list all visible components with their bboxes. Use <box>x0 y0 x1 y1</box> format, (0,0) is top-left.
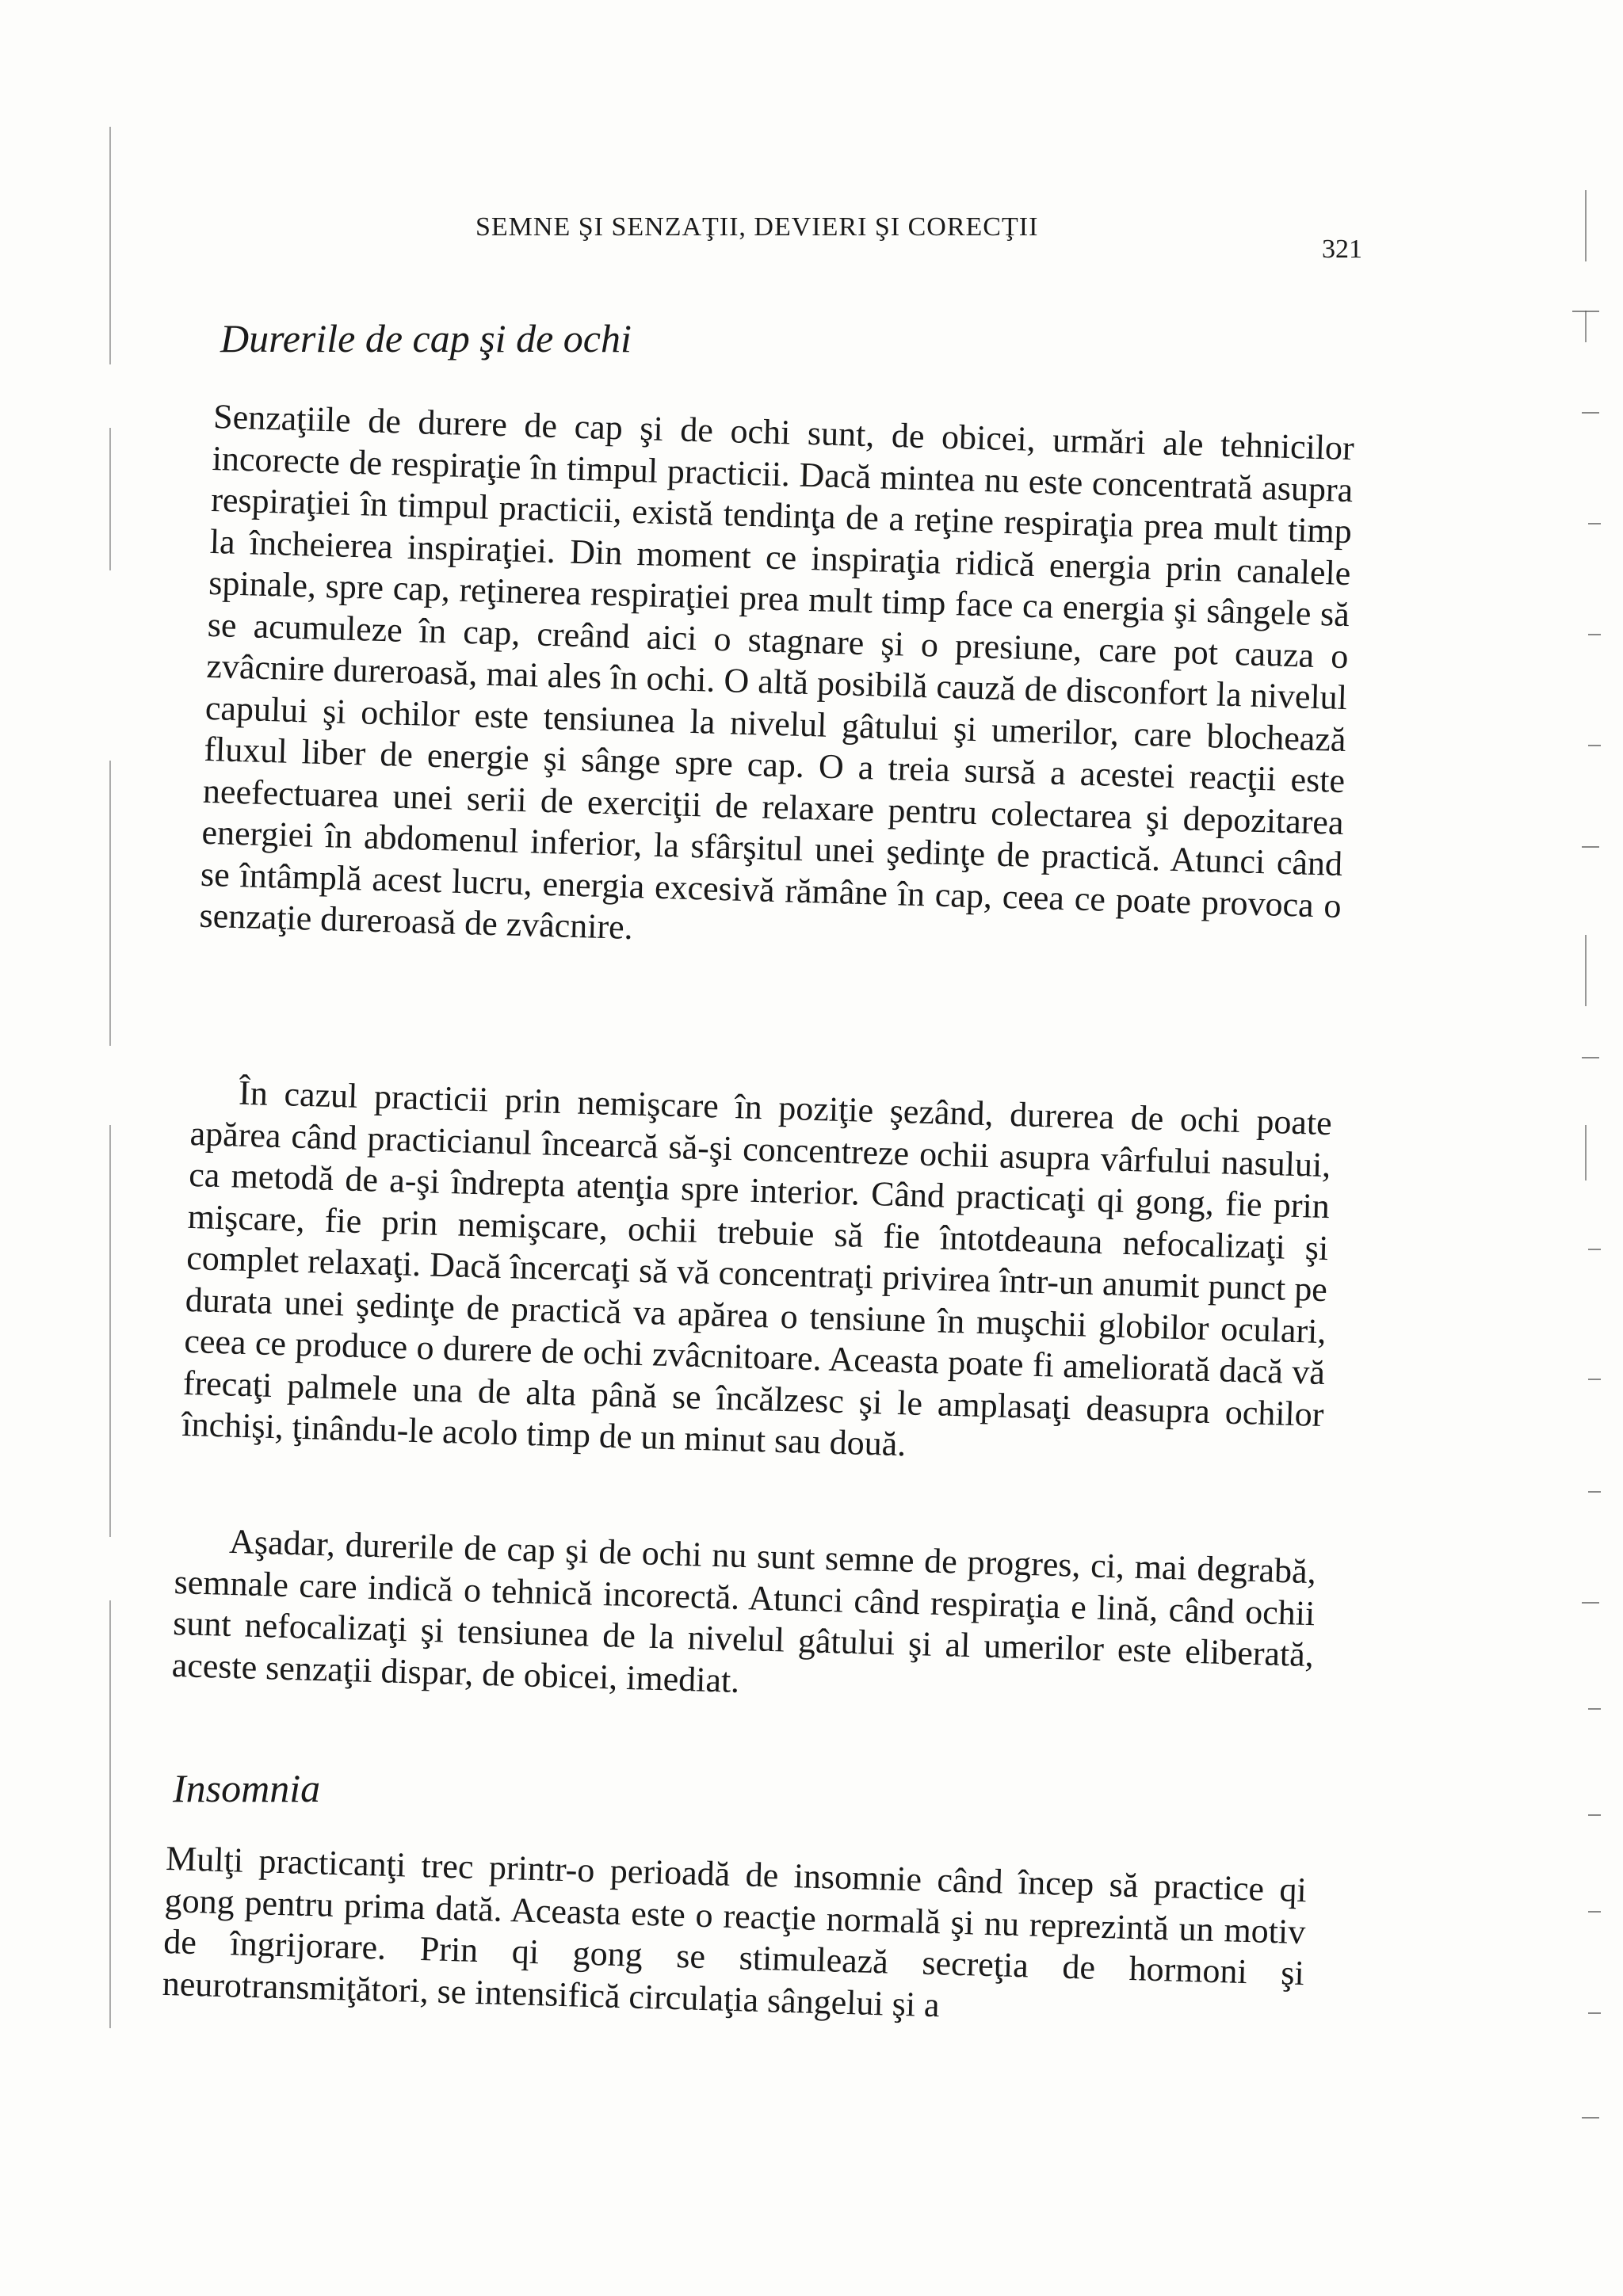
body-paragraph: Senzaţiile de durere de cap şi de ochi sunt, de obicei, urmări ale tehnicilor incorecte de respiraţie în timpul practicii. Dacă mintea nu este concentrată asupra respiraţiei în timpul practicii, există tendinţa de a reţine respiraţia prea mult timp la încheierea inspiraţiei. Din moment ce inspiraţia ridică energia prin canalele spinale, spre cap, reţinerea respiraţiei prea mult timp face ca energia şi sângele să se acumuleze în cap, creând aici o stagnare şi o presiune, care pot cauza o zvâcnire dureroasă, mai ales în ochi. O altă posibilă cauză de disconfort la nivelul capului şi ochilor este tensiunea la nivelul gâtului şi umerilor, care blochează fluxul liber de energie şi sânge spre cap. O a treia sursă a acestei reacţii este neefectuarea unei serii de exerciţii de relaxare pentru colectarea şi depozitarea energiei în abdomenul inferior, la sfârşitul unei şedinţe de practică. Atunci când se întâmplă acest lucru, energia excesivă rămâne în cap, ceea ce poate provoca o senzaţie dureroasă de zvâcnire. <box>199 396 1355 948</box>
scan-edge-mark <box>1588 523 1601 524</box>
scan-margin-line <box>109 428 111 570</box>
section-heading: Insomnia <box>173 1766 321 1810</box>
body-paragraph: Mulţi practicanţi trec printr-o perioadă de insomnie când încep să practice qi gong pentru prima dată. Aceasta este o reacţie normală şi nu reprezintă un motiv de îngrijorare. Prin qi gong se stimulează secreţia de hormoni şi neurotransmiţători, se intensifică circulaţia sângelui şi a <box>162 1838 1308 2024</box>
scan-edge-mark <box>1585 311 1587 342</box>
scan-edge-mark <box>1588 1491 1601 1493</box>
scan-edge-mark <box>1588 1814 1601 1816</box>
scan-edge-mark <box>1588 634 1601 635</box>
scan-edge-mark <box>1588 1249 1601 1250</box>
scan-edge-mark <box>1588 1708 1601 1710</box>
section-heading: Durerile de cap şi de ochi <box>220 316 632 360</box>
body-paragraph: În cazul practicii prin nemişcare în poziţie şezând, durerea de ochi poate apărea când practicianul încearcă să-şi concentreze ochii asupra vârfului nasului, ca metodă de a-şi îndrepta atenţia spre interior. Când practicaţi qi gong, fie prin mişcare, fie prin nemişcare, ochii trebuie să fie întotdeauna nefocalizaţi şi complet relaxaţi. Dacă încercaţi să vă concentraţi privirea într-un anumit punct pe durata unei şedinţe de practică va apărea o tensiune în muşchii globilor oculari, ceea ce produce o durere de ochi zvâcnitoare. Aceasta poate fi ameliorată dacă vă frecaţi palmele una de alta până se încălzesc şi le amplasaţi deasupra ochilor închişi, ţinându-le acolo timp de un minut sau două. <box>181 1073 1333 1464</box>
scan-edge-mark <box>1582 1057 1599 1058</box>
scan-edge-mark <box>1588 1911 1601 1913</box>
running-head: SEMNE ŞI SENZAŢII, DEVIERI ŞI CORECŢII <box>475 212 1039 242</box>
scan-edge-mark <box>1582 412 1599 414</box>
scan-edge-mark <box>1585 935 1587 1006</box>
scan-edge-mark <box>1582 2117 1599 2119</box>
scan-edge-mark <box>1582 1602 1599 1604</box>
page-number: 321 <box>1322 235 1362 264</box>
scan-edge-mark <box>1582 846 1599 848</box>
scan-edge-mark <box>1585 1125 1587 1180</box>
scan-margin-line <box>109 1600 111 2028</box>
scan-margin-line <box>109 127 111 364</box>
scan-margin-line <box>109 761 111 1046</box>
body-paragraph: Aşadar, durerile de cap şi de ochi nu sunt semne de progres, ci, mai degrabă, semnale care indică o tehnică incorectă. Atunci când respiraţia e lină, când ochii sunt nefocalizaţi şi tensiunea de la nivelul gâtului şi al umerilor este eliberată, aceste senzaţii dispar, de obicei, imediat. <box>171 1521 1317 1700</box>
scan-margin-line <box>109 1125 111 1537</box>
scan-edge-mark <box>1585 190 1587 261</box>
scan-edge-mark <box>1588 2012 1601 2014</box>
scan-edge-mark <box>1588 745 1601 746</box>
scan-edge-mark <box>1588 1379 1601 1380</box>
